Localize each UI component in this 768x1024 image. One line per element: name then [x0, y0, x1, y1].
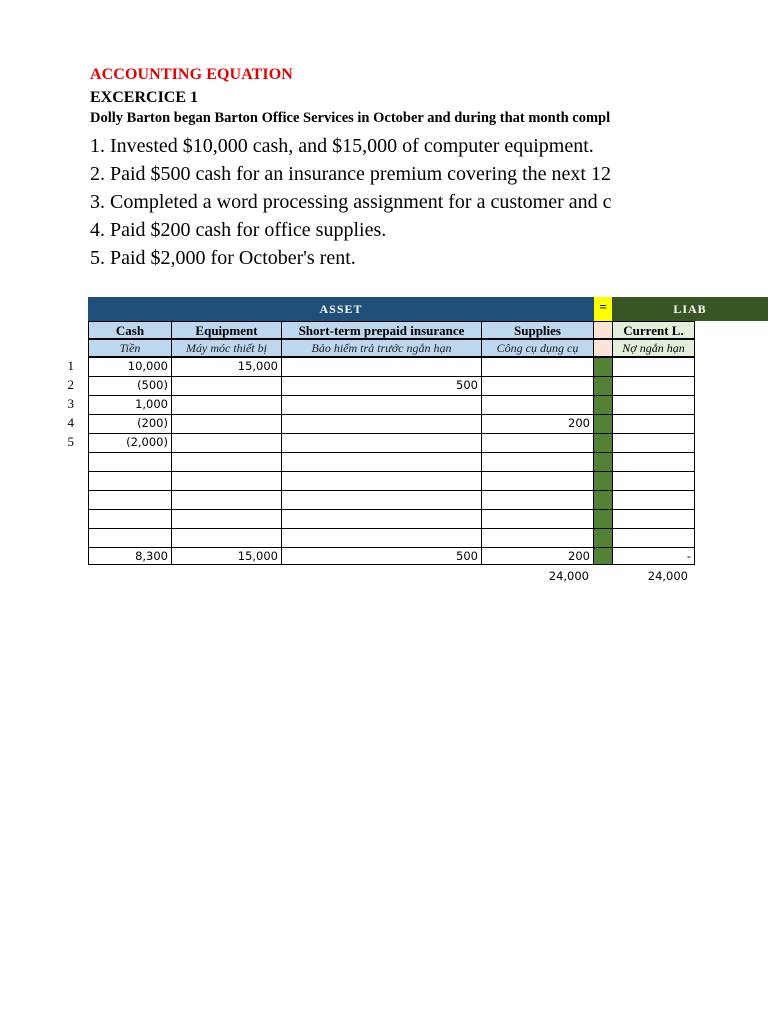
separator-cell — [593, 452, 613, 472]
table-row — [88, 376, 696, 395]
cell-current-liabilities — [612, 414, 695, 434]
subheader-current-liabilities: Nợ ngắn hạn — [612, 339, 695, 357]
cell-cash — [88, 528, 172, 548]
table-row — [88, 528, 696, 547]
row-number: 5 — [67, 434, 74, 449]
cell-current-liabilities — [612, 509, 695, 529]
separator-cell — [593, 471, 613, 491]
cell-supplies — [481, 471, 594, 491]
header-current-liabilities: Current L. — [612, 321, 695, 339]
liability-band: LIAB — [612, 297, 768, 321]
header-prepaid-insurance: Short-term prepaid insurance — [281, 321, 482, 339]
separator-cell — [593, 547, 613, 565]
transaction-item: 5. Paid $2,000 for October's rent. — [90, 247, 356, 269]
cell-prepaid-insurance — [281, 357, 482, 377]
row-number: 2 — [67, 377, 74, 392]
cell-cash: (200) — [88, 414, 172, 434]
grand-total-liabilities: 24,000 — [647, 569, 688, 583]
equals-band: = — [594, 297, 612, 321]
subheader-supplies: Công cụ dụng cụ — [481, 339, 594, 357]
total-cash: 8,300 — [88, 547, 172, 565]
separator-cell — [593, 490, 613, 510]
total-current-liabilities: - — [612, 547, 695, 565]
separator-cell — [593, 357, 613, 377]
cell-equipment: 15,000 — [171, 357, 282, 377]
transaction-list — [90, 132, 696, 272]
cell-supplies — [481, 490, 594, 510]
cell-supplies — [481, 395, 594, 415]
cell-current-liabilities — [612, 376, 695, 396]
cell-cash: (500) — [88, 376, 172, 396]
cell-current-liabilities — [612, 395, 695, 415]
subheader-equipment: Máy móc thiết bị — [171, 339, 282, 357]
cell-current-liabilities — [612, 490, 695, 510]
separator-cell — [593, 376, 613, 396]
cell-equipment — [171, 395, 282, 415]
header-cash: Cash — [88, 321, 172, 339]
transaction-item: 3. Completed a word processing assignment for a customer and c — [90, 191, 612, 213]
page-title: ACCOUNTING EQUATION — [90, 66, 293, 83]
cell-equipment — [171, 528, 282, 548]
cell-cash: (2,000) — [88, 433, 172, 453]
column-subheader-row — [88, 339, 696, 357]
table-row — [88, 414, 696, 433]
grand-total-assets: 24,000 — [548, 569, 589, 583]
cell-equipment — [171, 376, 282, 396]
cell-prepaid-insurance — [281, 414, 482, 434]
cell-prepaid-insurance — [281, 471, 482, 491]
exercise-heading: EXCERCICE 1 — [90, 89, 199, 106]
row-number: 1 — [67, 358, 74, 373]
total-prepaid-insurance: 500 — [281, 547, 482, 565]
separator-cell — [593, 321, 613, 339]
intro-text: Dolly Barton began Barton Office Services in October and during that month compl — [90, 110, 611, 126]
total-supplies: 200 — [481, 547, 594, 565]
cell-prepaid-insurance: 500 — [281, 376, 482, 396]
row-number: 4 — [67, 415, 74, 430]
cell-prepaid-insurance — [281, 528, 482, 548]
cell-equipment — [171, 490, 282, 510]
separator-cell — [593, 414, 613, 434]
cell-supplies — [481, 528, 594, 548]
separator-cell — [593, 509, 613, 529]
cell-current-liabilities — [612, 528, 695, 548]
band-row — [88, 297, 768, 321]
cell-cash: 10,000 — [88, 357, 172, 377]
cell-supplies — [481, 452, 594, 472]
cell-current-liabilities — [612, 433, 695, 453]
row-number: 3 — [67, 396, 74, 411]
table-row — [88, 357, 696, 376]
table-row — [88, 452, 696, 471]
total-equipment: 15,000 — [171, 547, 282, 565]
asset-band: ASSET — [88, 297, 594, 321]
column-header-row — [88, 321, 696, 339]
header-supplies: Supplies — [481, 321, 594, 339]
subheader-cash: Tiền — [88, 339, 172, 357]
header-equipment: Equipment — [171, 321, 282, 339]
cell-equipment — [171, 414, 282, 434]
transaction-item: 2. Paid $500 cash for an insurance premium covering the next 12 — [90, 163, 611, 185]
cell-supplies — [481, 376, 594, 396]
cell-cash — [88, 452, 172, 472]
separator-cell — [593, 395, 613, 415]
subheader-prepaid-insurance: Bảo hiểm trả trước ngắn hạn — [281, 339, 482, 357]
cell-equipment — [171, 509, 282, 529]
cell-cash — [88, 509, 172, 529]
table-row — [88, 433, 696, 452]
transaction-item: 1. Invested $10,000 cash, and $15,000 of computer equipment. — [90, 135, 594, 157]
cell-supplies — [481, 357, 594, 377]
cell-equipment — [171, 452, 282, 472]
transaction-item: 4. Paid $200 cash for office supplies. — [90, 219, 387, 241]
separator-cell — [593, 339, 613, 357]
cell-current-liabilities — [612, 452, 695, 472]
cell-equipment — [171, 433, 282, 453]
cell-current-liabilities — [612, 357, 695, 377]
cell-equipment — [171, 471, 282, 491]
cell-cash: 1,000 — [88, 395, 172, 415]
cell-prepaid-insurance — [281, 509, 482, 529]
separator-cell — [593, 528, 613, 548]
cell-cash — [88, 471, 172, 491]
cell-prepaid-insurance — [281, 490, 482, 510]
cell-prepaid-insurance — [281, 433, 482, 453]
cell-supplies: 200 — [481, 414, 594, 434]
cell-current-liabilities — [612, 471, 695, 491]
cell-prepaid-insurance — [281, 452, 482, 472]
cell-supplies — [481, 433, 594, 453]
table-row — [88, 395, 696, 414]
cell-supplies — [481, 509, 594, 529]
table-row — [88, 509, 696, 528]
totals-row — [88, 547, 696, 565]
cell-cash — [88, 490, 172, 510]
separator-cell — [593, 433, 613, 453]
table-row — [88, 471, 696, 490]
cell-prepaid-insurance — [281, 395, 482, 415]
table-row — [88, 490, 696, 509]
